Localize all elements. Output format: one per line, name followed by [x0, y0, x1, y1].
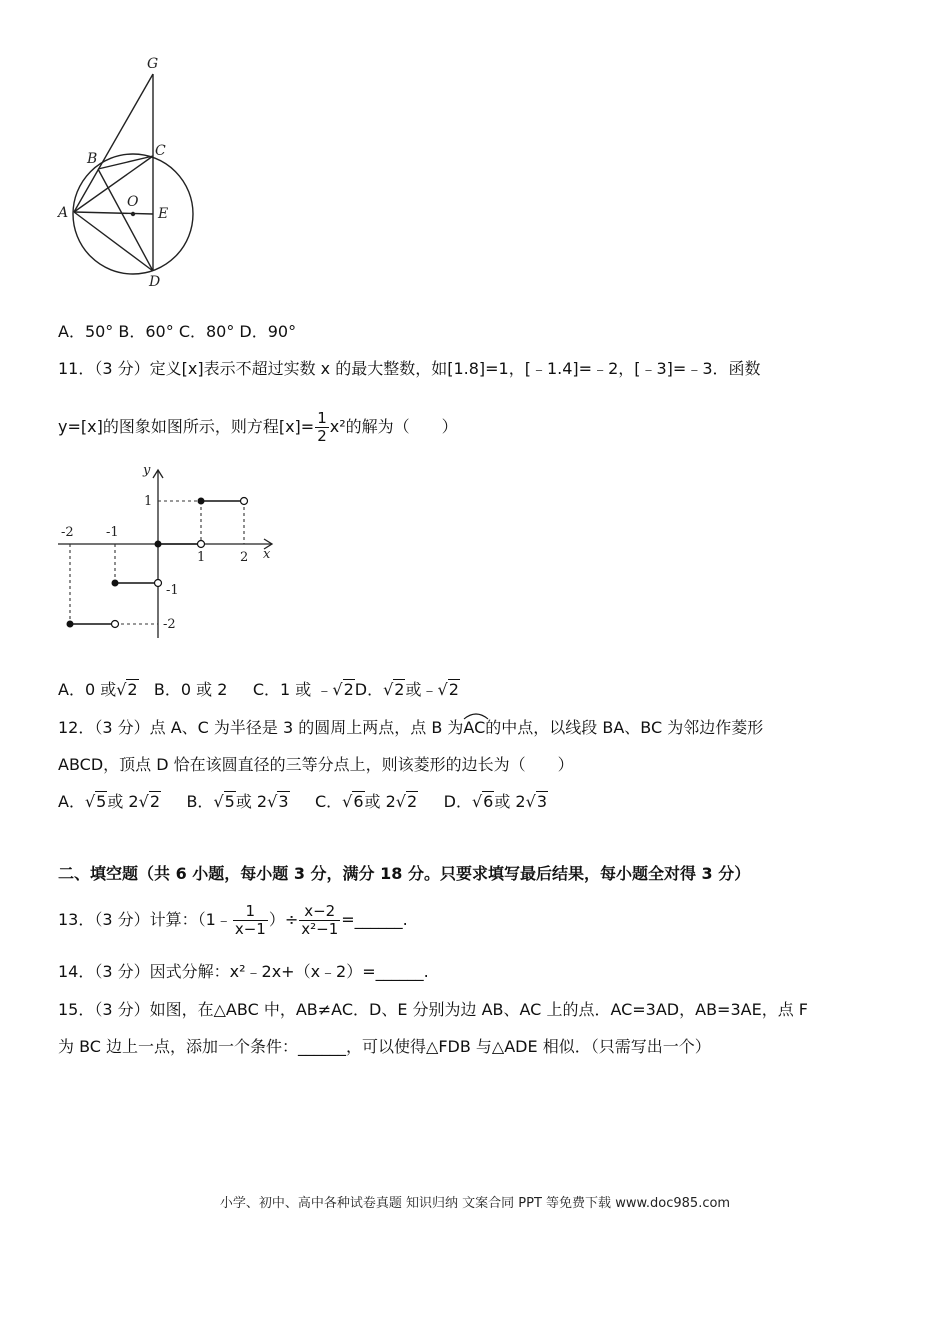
q12-line1-b: 的中点，以线段 BA、BC 为邻边作菱形	[485, 718, 764, 737]
q12-option-a: A．√5或 2√2	[58, 792, 161, 811]
radicand: 6	[353, 792, 364, 811]
q12-line1	[58, 718, 763, 738]
fraction-denominator: 2	[317, 427, 327, 445]
q12-line1-a: 12．（3 分）点 A、C 为半径是 3 的圆周上两点，点 B 为	[58, 718, 464, 737]
fraction-denominator: x−1	[234, 920, 266, 938]
label-a: A	[58, 205, 69, 221]
label-g: G	[147, 56, 159, 72]
q15-line2: 为 BC 边上一点，添加一个条件：______，可以使得△FDB 与△ADE 相似．（只需写出一个）	[58, 1037, 711, 1056]
q11-line1: 11．（3 分）定义[x]表示不超过实数 x 的最大整数，如[1.8]=1，[﹣1.4]=﹣2，[﹣3]=﹣3．函数	[58, 359, 761, 378]
radicand: 3	[536, 792, 548, 811]
segment-bd	[98, 169, 153, 271]
fraction-denominator: x²−1	[301, 920, 339, 938]
fraction-numerator: x−2	[299, 903, 340, 921]
radicand: 5	[96, 792, 107, 811]
tick-n1: -1	[106, 525, 119, 540]
segment-ac	[74, 156, 153, 212]
page-footer: 小学、初中、高中各种试卷真题 知识归纳 文案合同 PPT 等免费下载 www.doc985.com	[219, 1196, 731, 1211]
q11-option-c-text: C．1 或	[252, 680, 317, 699]
radicand: 3	[278, 792, 289, 811]
radicand: 2	[149, 792, 161, 811]
tick-y1: 1	[144, 494, 153, 509]
tick-ym1: -1	[166, 583, 179, 598]
radicand: 2	[343, 680, 354, 699]
q11-options	[58, 680, 460, 700]
minus-sign: ﹣	[316, 680, 333, 699]
fraction-numerator: 1	[317, 409, 327, 427]
y-axis-label: y	[143, 463, 151, 478]
q12-option-d-mid: 或 2	[494, 792, 526, 811]
radicand: 2	[127, 680, 138, 699]
tick-ym2: -2	[163, 617, 176, 632]
q15-line1: 15．（3 分）如图，在△ABC 中，AB≠AC．D、E 分别为边 AB、AC 上的点．AC=3AD，AB=3AE，点 F	[58, 1000, 808, 1019]
radicand: 2	[407, 792, 418, 811]
q11-line2	[58, 410, 458, 445]
x-axis-label: x	[263, 547, 271, 562]
section-heading-fill-in: 二、填空题（共 6 小题，每小题 3 分，满分 18 分。只要求填写最后结果，每小题全对得 3 分）	[58, 864, 751, 883]
segment-ag	[74, 74, 153, 212]
closed-point-1	[198, 498, 205, 505]
segment-ae	[74, 212, 153, 214]
q12-option-c: C．√6或 2√2	[314, 792, 418, 811]
radicand: 5	[224, 792, 235, 811]
q12-option-c-text: C．	[314, 792, 343, 811]
radicand: 6	[483, 792, 494, 811]
fraction-numerator: 1	[233, 903, 268, 921]
label-o: O	[127, 194, 139, 210]
q12-option-b-text: B．	[186, 792, 214, 811]
q10-options: A．50° B．60° C．80° D．90°	[58, 322, 297, 341]
q12-option-d: D．√6或 2√3	[443, 792, 548, 811]
q13-mid: ）÷	[268, 910, 299, 929]
q12-option-d-text: D．	[443, 792, 472, 811]
q11-option-a: A．0 或√2	[58, 680, 138, 699]
q13-answer-blank: =______.	[341, 910, 408, 929]
q11-option-c: C．1 或 ﹣√2	[252, 680, 354, 699]
tick-p1: 1	[197, 550, 206, 565]
step-function-graph	[50, 458, 290, 648]
open-point-2	[241, 498, 248, 505]
open-point-m1	[112, 621, 119, 628]
q14: 14．（3 分）因式分解：x²﹣2x+（x﹣2）=______.	[58, 962, 429, 981]
q12-option-b: B．√5或 2√3	[186, 792, 289, 811]
radicand: 2	[448, 680, 459, 699]
closed-point-m1	[112, 580, 119, 587]
q13	[58, 903, 408, 938]
segment-ad	[74, 212, 153, 271]
arc-ac	[463, 718, 485, 738]
center-point	[131, 212, 135, 216]
open-point-1	[198, 541, 205, 548]
q12-option-a-text: A．	[58, 792, 85, 811]
geometry-figure-q10	[50, 50, 210, 300]
q11-option-d-text: D．	[354, 680, 384, 699]
q12-line2: ABCD，顶点 D 恰在该圆直径的三等分点上，则该菱形的边长为（ ）	[58, 755, 574, 774]
fraction-q13-first	[233, 903, 268, 938]
label-b: B	[87, 151, 98, 167]
q12-options	[58, 792, 548, 812]
q11-option-a-text: A．0 或	[58, 680, 117, 699]
q11-option-d-mid: 或﹣	[405, 680, 438, 699]
tick-p2: 2	[240, 550, 249, 565]
q12-option-a-mid: 或 2	[107, 792, 139, 811]
arc-label: AC	[463, 718, 486, 737]
fraction-half	[315, 410, 329, 445]
q11-option-b: B．0 或 2	[153, 680, 228, 699]
radicand: 2	[394, 680, 405, 699]
tick-n2: -2	[61, 525, 74, 540]
label-d: D	[149, 274, 161, 290]
open-point-0	[155, 580, 162, 587]
closed-point-m2	[67, 621, 74, 628]
label-c: C	[155, 143, 166, 159]
q12-option-b-mid: 或 2	[235, 792, 268, 811]
q11-line2-b: x²的解为（ ）	[329, 417, 458, 436]
arc-symbol-icon	[463, 712, 489, 720]
label-e: E	[158, 206, 169, 222]
q11-line2-a: y=[x]的图象如图所示，则方程[x]=	[58, 417, 315, 436]
q13-pre: 13．（3 分）计算：（1﹣	[58, 910, 232, 929]
q11-option-d: D．√2或﹣√2	[354, 680, 459, 699]
q12-option-c-mid: 或 2	[364, 792, 396, 811]
fraction-q13-second	[299, 903, 340, 938]
closed-point-0	[155, 541, 162, 548]
